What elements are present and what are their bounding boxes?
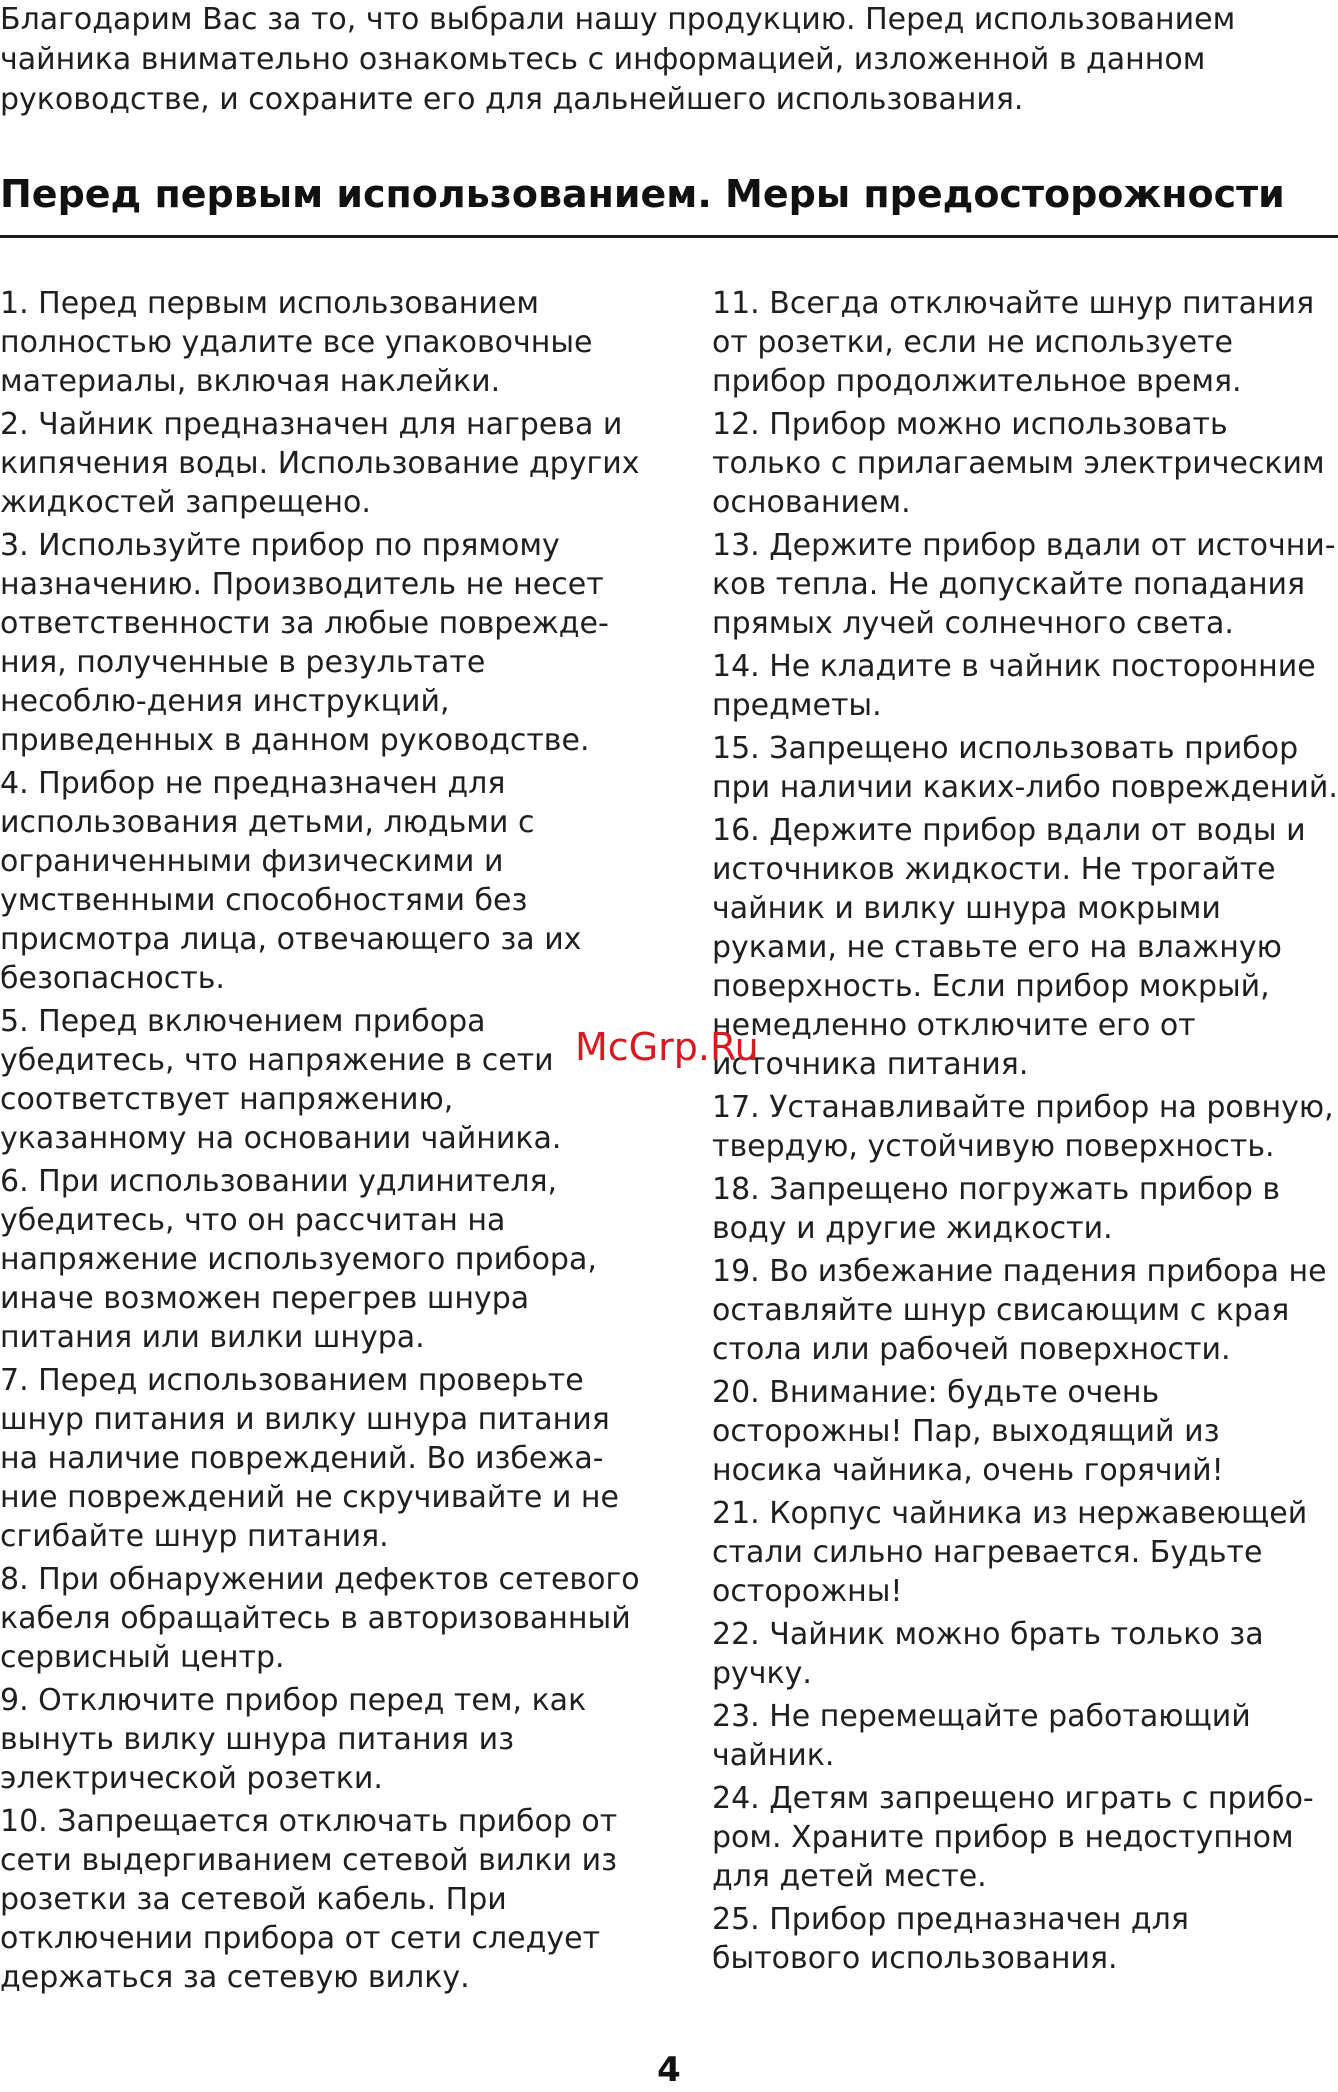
precaution-item: 25. Прибор предназначен для бытового использования. [712,1902,1189,1976]
precaution-item: 11. Всегда отключайте шнур питания от розетки, если не используете прибор продолжительное время. [712,286,1315,399]
precaution-item: 1. Перед первым использованием полностью удалите все упаковочные материалы, включая наклейки. [0,286,593,399]
section-heading: Перед первым использованием. Меры предосторожности [0,172,1285,216]
precaution-item: 12. Прибор можно использовать только с прилагаемым электрическим основанием. [712,407,1325,520]
precaution-item: 24. Детям запрещено играть с прибо-ром. Храните прибор в недоступном для детей месте. [712,1781,1314,1894]
watermark-text: McGrp.Ru [575,1025,759,1069]
precaution-item: 14. Не кладите в чайник посторонние предметы. [712,649,1316,723]
precaution-item: 21. Корпус чайника из нержавеющей стали сильно нагревается. Будьте осторожны! [712,1496,1308,1609]
precaution-item: 8. При обнаружении дефектов сетевого кабеля обращайтесь в авторизованный сервисный центр. [0,1562,640,1675]
precaution-item: 15. Запрещено использовать прибор при наличии каких-либо повреждений. [712,731,1338,805]
precaution-item: 23. Не перемещайте работающий чайник. [712,1699,1251,1773]
precaution-item: 6. При использовании удлинителя, убедитесь, что он рассчитан на напряжение используемого прибора, иначе возможен перегрев шнура питания или вилки шнура. [0,1164,597,1355]
precaution-item: 16. Держите прибор вдали от воды и источников жидкости. Не трогайте чайник и вилку шнура мокрыми руками, не ставьте его на влажную поверхность. Если прибор мокрый, немедленно отключите его от источника питания. [712,813,1306,1082]
precaution-item: 10. Запрещается отключать прибор от сети выдергиванием сетевой вилки из розетки за сетевой кабель. При отключении прибора от сети следует держаться за сетевую вилку. [0,1804,618,1995]
precaution-item: 19. Во избежание падения прибора не оставляйте шнур свисающим с края стола или рабочей поверхности. [712,1254,1327,1367]
precaution-item: 7. Перед использованием проверьте шнур питания и вилку шнура питания на наличие повреждений. Во избежа-ние повреждений не скручивайте и не сгибайте шнур питания. [0,1363,619,1554]
precaution-item: 2. Чайник предназначен для нагрева и кипячения воды. Использование других жидкостей запрещено. [0,407,640,520]
precaution-item: 22. Чайник можно брать только за ручку. [712,1617,1264,1691]
precaution-item: 13. Держите прибор вдали от источни-ков тепла. Не допускайте попадания прямых лучей солнечного света. [712,528,1336,641]
precautions-left-column [0,284,640,2001]
precaution-item: 9. Отключите прибор перед тем, как вынуть вилку шнура питания из электрической розетки. [0,1683,587,1796]
precaution-item: 4. Прибор не предназначен для использования детьми, людьми с ограниченными физическими и умственными способностями без присмотра лица, отвечающего за их безопасность. [0,766,582,996]
precaution-item: 18. Запрещено погружать прибор в воду и другие жидкости. [712,1172,1281,1246]
precaution-item: 3. Используйте прибор по прямому назначению. Производитель не несет ответственности за любые поврежде-ния, полученные в результате несоблю-дения инструкций, приведенных в данном руководстве. [0,528,609,758]
heading-divider [0,235,1338,238]
precaution-item: 17. Устанавливайте прибор на ровную, твердую, устойчивую поверхность. [712,1090,1334,1164]
precaution-item: 20. Внимание: будьте очень осторожны! Пар, выходящий из носика чайника, очень горячий! [712,1375,1224,1488]
precaution-item: 5. Перед включением прибора убедитесь, что напряжение в сети соответствует напряжению, указанному на основании чайника. [0,1004,562,1156]
precautions-right-column [712,284,1338,1982]
page-number: 4 [657,2050,681,2090]
intro-paragraph: Благодарим Вас за то, что выбрали нашу продукцию. Перед использованием чайника внимательно ознакомьтесь с информацией, изложенной в данном руководстве, и сохраните его для дальнейшего использования. [0,2,1236,117]
